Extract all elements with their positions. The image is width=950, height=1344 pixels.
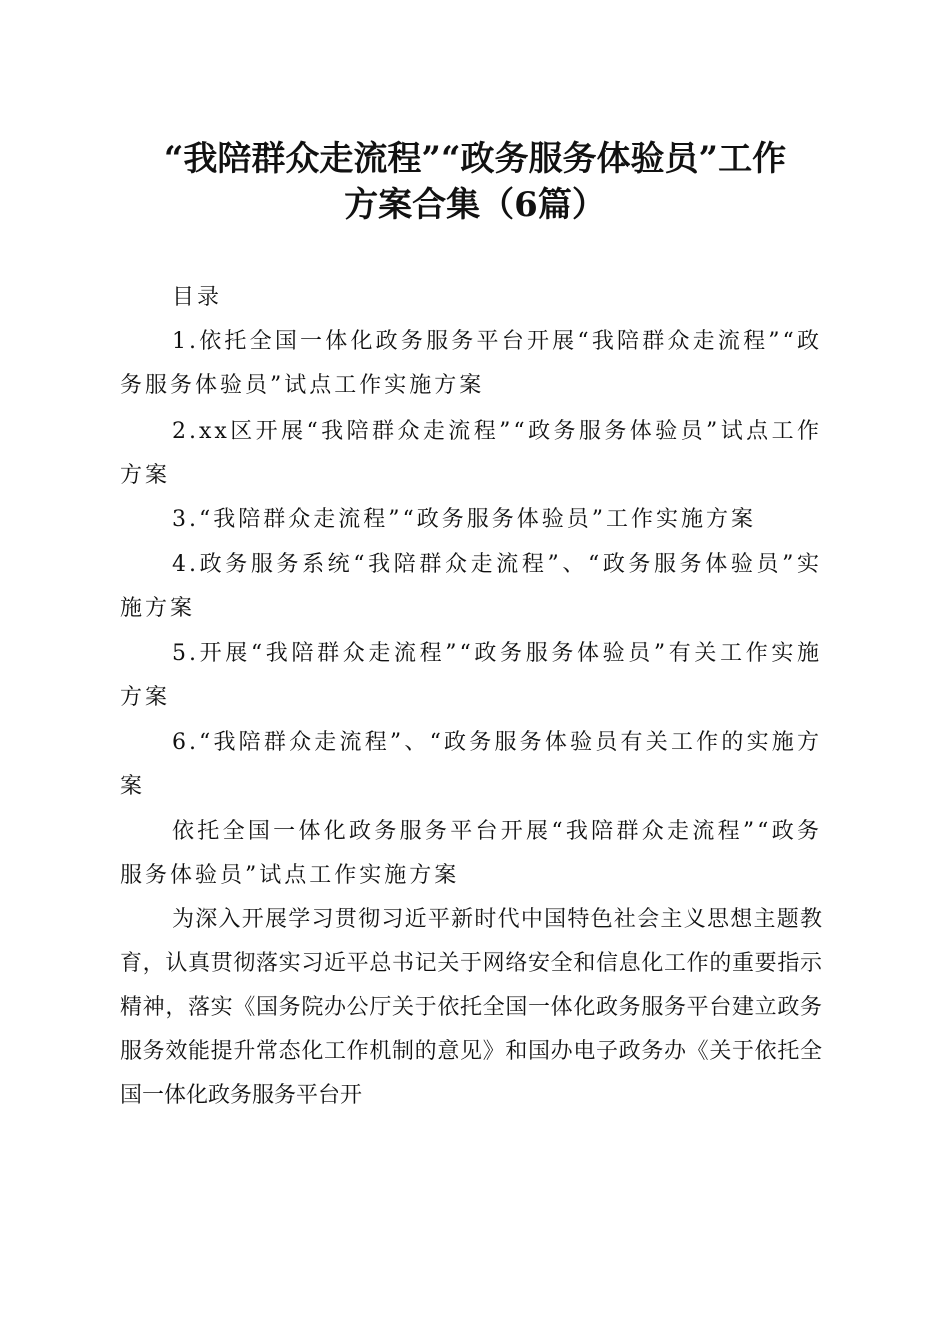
toc-item-5: 5.开展“我陪群众走流程”“政务服务体验员”有关工作实施方案 [120, 641, 822, 710]
toc-item-2: 2.xx区开展“我陪群众走流程”“政务服务体验员”试点工作方案 [120, 419, 822, 488]
toc-item-1: 1.依托全国一体化政务服务平台开展“我陪群众走流程”“政务服务体验员”试点工作实施方案 [120, 329, 822, 398]
toc-item-4: 4.政务服务系统“我陪群众走流程”、“政务服务体验员”实施方案 [120, 552, 822, 621]
toc-item-6: 6.“我陪群众走流程”、“政务服务体验员有关工作的实施方案 [120, 730, 822, 799]
toc-item-3: 3.“我陪群众走流程”“政务服务体验员”工作实施方案 [172, 507, 756, 532]
document-title-line-2: 方案合集（6篇） [344, 185, 606, 225]
body-paragraph: 为深入开展学习贯彻习近平新时代中国特色社会主义思想主题教育，认真贯彻落实习近平总书记关于网络安全和信息化工作的重要指示精神，落实《国务院办公厅关于依托全国一体化政务服务平台建立政务服务效能提升常态化工作机制的意见》和国办电子政务办《关于依托全国一体化政务服务平台开 [120, 907, 822, 1108]
document-title-line-1: “我陪群众走流程”“政务服务体验员”工作 [163, 139, 787, 179]
toc-heading: 目录 [172, 285, 223, 310]
section-title: 依托全国一体化政务服务平台开展“我陪群众走流程”“政务服务体验员”试点工作实施方案 [120, 819, 822, 888]
